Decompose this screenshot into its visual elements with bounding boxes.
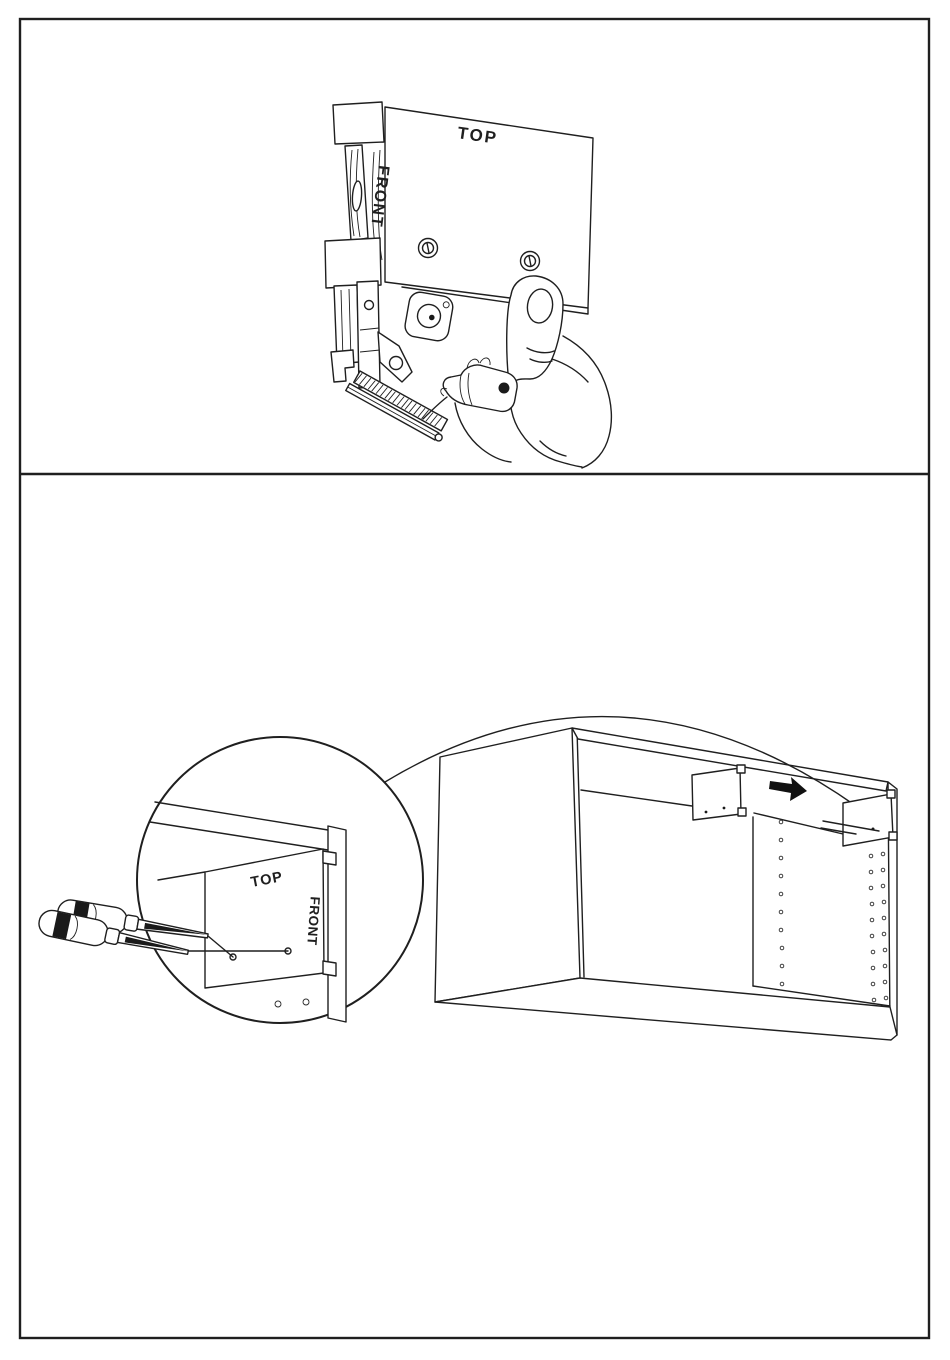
zoom-detail-circle bbox=[37, 737, 423, 1023]
cam-screw-head bbox=[419, 239, 438, 258]
cabinet-top-rail-line bbox=[581, 790, 692, 806]
suspension-bracket-hardware bbox=[331, 281, 412, 388]
adjustment-grommet bbox=[403, 291, 454, 343]
latch-screw bbox=[499, 383, 510, 394]
detail-label-front: FRONT bbox=[304, 896, 323, 946]
cabinet bbox=[435, 728, 897, 1040]
shelf-pin-holes-back bbox=[779, 820, 784, 986]
right-bracket-plate bbox=[821, 790, 897, 846]
latch-lever bbox=[441, 358, 517, 412]
pilot-hole bbox=[275, 1001, 281, 1007]
step1-illustration bbox=[325, 102, 611, 468]
corner-tab-block-lower bbox=[325, 238, 381, 288]
detail-label-top: TOP bbox=[249, 869, 285, 891]
left-bracket-plate bbox=[692, 765, 746, 820]
corner-tab-block-top bbox=[333, 102, 384, 144]
plate-label-front: FRONT bbox=[367, 164, 392, 229]
mounting-plate bbox=[367, 107, 593, 314]
plate-label-top: TOP bbox=[456, 123, 500, 148]
cam-screw-head bbox=[521, 252, 540, 271]
step2-illustration bbox=[37, 717, 897, 1040]
pilot-hole bbox=[303, 999, 309, 1005]
detail-top-band-line bbox=[155, 802, 328, 830]
direction-arrow-icon bbox=[769, 777, 807, 801]
thumb bbox=[507, 276, 563, 392]
cabinet-left-panel bbox=[435, 728, 580, 1002]
detail-plate bbox=[205, 849, 336, 988]
shelf-pin-holes-right bbox=[869, 852, 888, 1002]
